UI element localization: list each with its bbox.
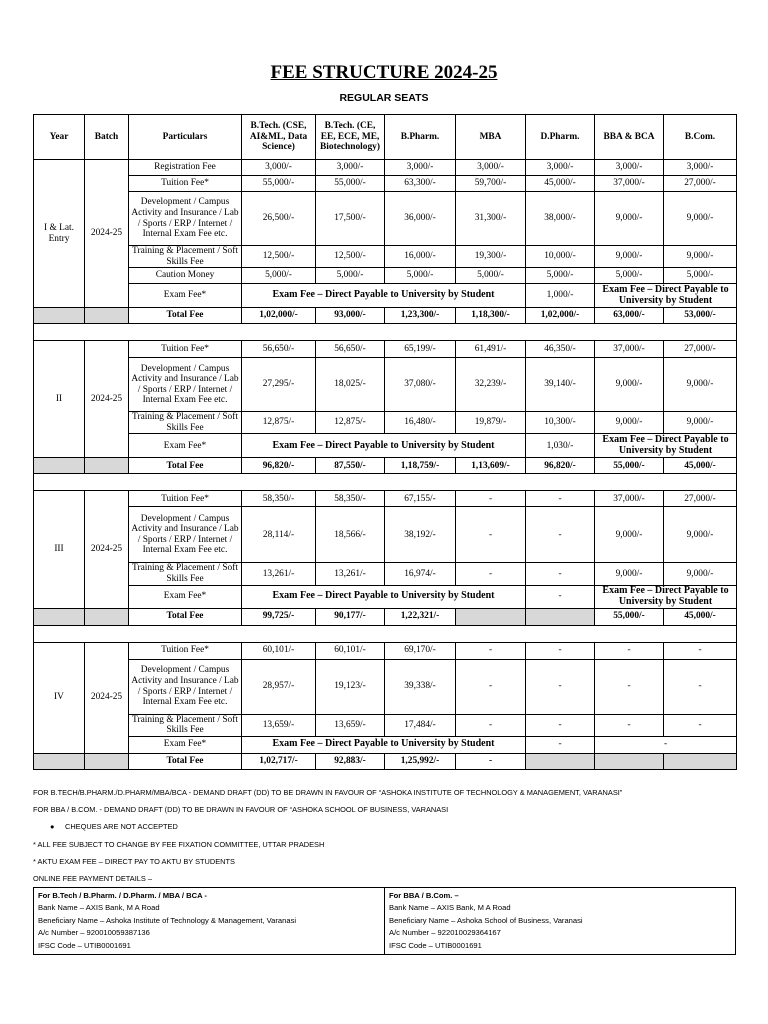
- fee-value-cell: 38,000/-: [526, 192, 595, 246]
- exam-fee-row: [34, 284, 737, 308]
- fee-value-cell: 5,000/-: [242, 268, 316, 284]
- bank-left-line: Beneficiary Name – Ashoka Institute of Technology & Management, Varanasi: [38, 915, 297, 925]
- table-row: [34, 563, 737, 585]
- exam-dpharm-cell: 1,030/-: [526, 434, 595, 458]
- bank-right-line: Beneficiary Name – Ashoka School of Business, Varanasi: [389, 915, 583, 925]
- section-spacer-row: [34, 474, 737, 491]
- bank-right-line: Bank Name – AXIS Bank, M A Road: [389, 903, 511, 913]
- particulars-cell: Tuition Fee*: [129, 341, 242, 358]
- total-fee-row: [34, 608, 737, 625]
- particulars-cell: Training & Placement / Soft Skills Fee: [129, 246, 242, 268]
- fee-value-cell: 38,192/-: [385, 507, 456, 563]
- fee-value-cell: 37,080/-: [385, 358, 456, 412]
- total-value-cell: 96,820/-: [242, 458, 316, 474]
- exam-fee-row: [34, 736, 737, 753]
- exam-bba-bcom-cell: Exam Fee – Direct Payable to University by Student: [595, 585, 737, 608]
- fee-value-cell: 9,000/-: [664, 563, 737, 585]
- fee-value-cell: 3,000/-: [456, 160, 526, 176]
- header-bcom: B.Com.: [664, 115, 737, 160]
- fee-value-cell: 45,000/-: [526, 176, 595, 192]
- fee-value-cell: -: [595, 642, 664, 659]
- fee-value-cell: 13,659/-: [242, 714, 316, 736]
- particulars-cell: Development / Campus Activity and Insurance / Lab / Sports / ERP / Internet / Internal Exam Fee etc.: [129, 192, 242, 246]
- fee-value-cell: 3,000/-: [385, 160, 456, 176]
- total-shade-cell: [85, 753, 129, 769]
- batch-cell: 2024-25: [85, 341, 129, 458]
- total-value-cell: 1,02,000/-: [242, 308, 316, 324]
- bank-details-table: [33, 887, 736, 955]
- fee-value-cell: 18,025/-: [316, 358, 385, 412]
- table-row: [34, 246, 737, 268]
- table-row: [34, 659, 737, 714]
- particulars-cell: Tuition Fee*: [129, 176, 242, 192]
- batch-cell: 2024-25: [85, 491, 129, 608]
- bank-left-line: Bank Name – AXIS Bank, M A Road: [38, 903, 160, 913]
- total-shade-cell: [85, 458, 129, 474]
- fee-value-cell: 9,000/-: [664, 507, 737, 563]
- fee-value-cell: 60,101/-: [242, 642, 316, 659]
- total-value-cell: [456, 608, 526, 625]
- bank-details-right: [385, 888, 736, 955]
- total-label-cell: Total Fee: [129, 308, 242, 324]
- fee-value-cell: 12,875/-: [242, 412, 316, 434]
- total-value-cell: 1,02,000/-: [526, 308, 595, 324]
- fee-value-cell: 31,300/-: [456, 192, 526, 246]
- note-cheques: [33, 818, 743, 835]
- total-fee-row: [34, 458, 737, 474]
- fee-value-cell: -: [456, 714, 526, 736]
- total-shade-cell: [85, 608, 129, 625]
- fee-value-cell: 37,000/-: [595, 491, 664, 507]
- fee-value-cell: 9,000/-: [664, 358, 737, 412]
- table-row: [34, 176, 737, 192]
- exam-fee-row: [34, 585, 737, 608]
- fee-value-cell: 61,491/-: [456, 341, 526, 358]
- notes-section: [33, 784, 743, 887]
- exam-dpharm-cell: -: [526, 736, 595, 753]
- particulars-cell: Exam Fee*: [129, 736, 242, 753]
- total-value-cell: 45,000/-: [664, 608, 737, 625]
- total-label-cell: Total Fee: [129, 608, 242, 625]
- total-value-cell: [526, 608, 595, 625]
- total-value-cell: 87,550/-: [316, 458, 385, 474]
- fee-value-cell: 10,300/-: [526, 412, 595, 434]
- total-value-cell: 93,000/-: [316, 308, 385, 324]
- table-row: [34, 268, 737, 284]
- section-spacer-row: [34, 324, 737, 341]
- exam-dpharm-cell: -: [526, 585, 595, 608]
- bank-details-left: [34, 888, 385, 955]
- fee-value-cell: 5,000/-: [456, 268, 526, 284]
- header-bba-bca: BBA & BCA: [595, 115, 664, 160]
- fee-value-cell: -: [456, 659, 526, 714]
- particulars-cell: Training & Placement / Soft Skills Fee: [129, 563, 242, 585]
- spacer-cell: [34, 474, 737, 491]
- note-online: ONLINE FEE PAYMENT DETAILS –: [33, 874, 152, 884]
- fee-value-cell: 17,500/-: [316, 192, 385, 246]
- fee-value-cell: -: [526, 642, 595, 659]
- fee-value-cell: 28,114/-: [242, 507, 316, 563]
- note-fee-subject: * ALL FEE SUBJECT TO CHANGE BY FEE FIXATION COMMITTEE, UTTAR PRADESH: [33, 839, 325, 849]
- total-shade-cell: [34, 753, 85, 769]
- fee-value-cell: 9,000/-: [664, 412, 737, 434]
- fee-value-cell: 13,659/-: [316, 714, 385, 736]
- particulars-cell: Exam Fee*: [129, 434, 242, 458]
- header-mba: MBA: [456, 115, 526, 160]
- total-fee-row: [34, 308, 737, 324]
- fee-value-cell: -: [456, 642, 526, 659]
- spacer-cell: [34, 625, 737, 642]
- total-value-cell: 1,25,992/-: [385, 753, 456, 769]
- fee-value-cell: 9,000/-: [595, 507, 664, 563]
- fee-value-cell: 56,650/-: [242, 341, 316, 358]
- total-value-cell: 55,000/-: [595, 458, 664, 474]
- fee-value-cell: 63,300/-: [385, 176, 456, 192]
- total-label-cell: Total Fee: [129, 458, 242, 474]
- note-cheques-text: CHEQUES ARE NOT ACCEPTED: [65, 822, 178, 832]
- table-header-row: [34, 115, 737, 160]
- table-row: [34, 412, 737, 434]
- fee-value-cell: 55,000/-: [242, 176, 316, 192]
- batch-cell: 2024-25: [85, 160, 129, 308]
- exam-bba-bcom-cell: Exam Fee – Direct Payable to University by Student: [595, 284, 737, 308]
- fee-value-cell: 5,000/-: [595, 268, 664, 284]
- fee-value-cell: 12,500/-: [242, 246, 316, 268]
- fee-value-cell: 69,170/-: [385, 642, 456, 659]
- fee-value-cell: -: [526, 659, 595, 714]
- page-title: FEE STRUCTURE 2024-25: [270, 62, 498, 83]
- total-value-cell: 92,883/-: [316, 753, 385, 769]
- fee-value-cell: 3,000/-: [316, 160, 385, 176]
- total-shade-cell: [34, 458, 85, 474]
- particulars-cell: Development / Campus Activity and Insurance / Lab / Sports / ERP / Internet / Internal Exam Fee etc.: [129, 659, 242, 714]
- bank-right-line: IFSC Code – UTIB0001691: [389, 940, 482, 950]
- fee-value-cell: 19,300/-: [456, 246, 526, 268]
- fee-value-cell: 3,000/-: [595, 160, 664, 176]
- fee-value-cell: 17,484/-: [385, 714, 456, 736]
- header-particulars: Particulars: [129, 115, 242, 160]
- total-shade-cell: [34, 308, 85, 324]
- fee-value-cell: 9,000/-: [595, 246, 664, 268]
- total-value-cell: 1,13,609/-: [456, 458, 526, 474]
- total-value-cell: 1,18,759/-: [385, 458, 456, 474]
- total-shade-cell: [85, 308, 129, 324]
- note-aktu: * AKTU EXAM FEE – DIRECT PAY TO AKTU BY STUDENTS: [33, 856, 235, 866]
- table-row: [34, 507, 737, 563]
- fee-value-cell: 27,000/-: [664, 491, 737, 507]
- fee-value-cell: 5,000/-: [526, 268, 595, 284]
- fee-value-cell: 39,338/-: [385, 659, 456, 714]
- total-shade-cell: [34, 608, 85, 625]
- particulars-cell: Caution Money: [129, 268, 242, 284]
- total-value-cell: 1,23,300/-: [385, 308, 456, 324]
- fee-value-cell: 26,500/-: [242, 192, 316, 246]
- exam-university-cell: Exam Fee – Direct Payable to University by Student: [242, 284, 526, 308]
- fee-value-cell: 37,000/-: [595, 176, 664, 192]
- fee-value-cell: -: [456, 491, 526, 507]
- fee-value-cell: 60,101/-: [316, 642, 385, 659]
- fee-value-cell: -: [595, 714, 664, 736]
- fee-value-cell: 3,000/-: [526, 160, 595, 176]
- exam-university-cell: Exam Fee – Direct Payable to University by Student: [242, 585, 526, 608]
- total-value-cell: 1,02,717/-: [242, 753, 316, 769]
- note-dd-bba: FOR BBA / B.COM. - DEMAND DRAFT (DD) TO BE DRAWN IN FAVOUR OF “ASHOKA SCHOOL OF BUSINESS, VARANASI: [33, 805, 449, 815]
- section-spacer-row: [34, 625, 737, 642]
- year-cell: III: [34, 491, 85, 608]
- total-value-cell: [595, 753, 664, 769]
- bank-left-heading: For B.Tech / B.Pharm. / D.Pharm. / MBA / BCA -: [38, 891, 207, 900]
- fee-value-cell: -: [664, 659, 737, 714]
- total-value-cell: 53,000/-: [664, 308, 737, 324]
- spacer-cell: [34, 324, 737, 341]
- batch-cell: 2024-25: [85, 642, 129, 753]
- fee-value-cell: 27,000/-: [664, 341, 737, 358]
- year-cell: I & Lat. Entry: [34, 160, 85, 308]
- exam-university-cell: Exam Fee – Direct Payable to University by Student: [242, 736, 526, 753]
- fee-table: [33, 114, 737, 770]
- fee-value-cell: 16,480/-: [385, 412, 456, 434]
- total-value-cell: -: [456, 753, 526, 769]
- total-value-cell: 1,18,300/-: [456, 308, 526, 324]
- total-value-cell: [526, 753, 595, 769]
- fee-value-cell: 56,650/-: [316, 341, 385, 358]
- table-row: [34, 160, 737, 176]
- fee-value-cell: 58,350/-: [242, 491, 316, 507]
- fee-value-cell: 10,000/-: [526, 246, 595, 268]
- year-cell: IV: [34, 642, 85, 753]
- fee-value-cell: 5,000/-: [316, 268, 385, 284]
- bank-right-line: A/c Number – 922010029364167: [389, 928, 501, 938]
- fee-value-cell: 27,295/-: [242, 358, 316, 412]
- fee-value-cell: -: [526, 491, 595, 507]
- particulars-cell: Tuition Fee*: [129, 642, 242, 659]
- fee-value-cell: 28,957/-: [242, 659, 316, 714]
- table-row: [34, 341, 737, 358]
- fee-value-cell: -: [526, 507, 595, 563]
- particulars-cell: Exam Fee*: [129, 284, 242, 308]
- fee-value-cell: 5,000/-: [664, 268, 737, 284]
- particulars-cell: Registration Fee: [129, 160, 242, 176]
- total-value-cell: 63,000/-: [595, 308, 664, 324]
- fee-value-cell: 19,123/-: [316, 659, 385, 714]
- fee-value-cell: 5,000/-: [385, 268, 456, 284]
- fee-value-cell: 16,974/-: [385, 563, 456, 585]
- fee-value-cell: 9,000/-: [595, 192, 664, 246]
- particulars-cell: Training & Placement / Soft Skills Fee: [129, 714, 242, 736]
- fee-value-cell: 59,700/-: [456, 176, 526, 192]
- header-btech-cse: B.Tech. (CSE, AI&ML, Data Science): [242, 115, 316, 160]
- fee-value-cell: -: [456, 507, 526, 563]
- header-btech-core: B.Tech. (CE, EE, ECE, ME, Biotechnology): [316, 115, 385, 160]
- fee-value-cell: 58,350/-: [316, 491, 385, 507]
- exam-fee-row: [34, 434, 737, 458]
- table-row: [34, 192, 737, 246]
- total-value-cell: 96,820/-: [526, 458, 595, 474]
- total-label-cell: Total Fee: [129, 753, 242, 769]
- fee-value-cell: 12,500/-: [316, 246, 385, 268]
- fee-value-cell: 67,155/-: [385, 491, 456, 507]
- fee-value-cell: 37,000/-: [595, 341, 664, 358]
- fee-value-cell: -: [456, 563, 526, 585]
- fee-value-cell: 9,000/-: [595, 412, 664, 434]
- fee-value-cell: 13,261/-: [316, 563, 385, 585]
- exam-dpharm-cell: 1,000/-: [526, 284, 595, 308]
- total-value-cell: 90,177/-: [316, 608, 385, 625]
- fee-value-cell: -: [595, 659, 664, 714]
- page-subtitle: REGULAR SEATS: [339, 92, 429, 104]
- bank-left-line: IFSC Code – UTIB0001691: [38, 940, 131, 950]
- exam-university-cell: Exam Fee – Direct Payable to University by Student: [242, 434, 526, 458]
- particulars-cell: Training & Placement / Soft Skills Fee: [129, 412, 242, 434]
- fee-value-cell: 13,261/-: [242, 563, 316, 585]
- fee-value-cell: 9,000/-: [664, 246, 737, 268]
- fee-value-cell: 65,199/-: [385, 341, 456, 358]
- total-value-cell: 99,725/-: [242, 608, 316, 625]
- fee-value-cell: 19,879/-: [456, 412, 526, 434]
- header-dpharm: D.Pharm.: [526, 115, 595, 160]
- fee-value-cell: 3,000/-: [664, 160, 737, 176]
- fee-value-cell: 18,566/-: [316, 507, 385, 563]
- header-batch: Batch: [85, 115, 129, 160]
- fee-value-cell: 27,000/-: [664, 176, 737, 192]
- total-fee-row: [34, 753, 737, 769]
- fee-value-cell: -: [664, 642, 737, 659]
- total-value-cell: [664, 753, 737, 769]
- particulars-cell: Tuition Fee*: [129, 491, 242, 507]
- fee-value-cell: -: [664, 714, 737, 736]
- fee-value-cell: 39,140/-: [526, 358, 595, 412]
- header-year: Year: [34, 115, 85, 160]
- fee-value-cell: 32,239/-: [456, 358, 526, 412]
- particulars-cell: Development / Campus Activity and Insurance / Lab / Sports / ERP / Internet / Internal Exam Fee etc.: [129, 507, 242, 563]
- bank-right-heading: For BBA / B.Com. –: [389, 891, 459, 900]
- exam-bba-bcom-cell: -: [595, 736, 737, 753]
- exam-bba-bcom-cell: Exam Fee – Direct Payable to University by Student: [595, 434, 737, 458]
- fee-value-cell: 9,000/-: [595, 563, 664, 585]
- bank-left-line: A/c Number – 920010059387136: [38, 928, 150, 938]
- table-row: [34, 642, 737, 659]
- fee-value-cell: 9,000/-: [595, 358, 664, 412]
- particulars-cell: Exam Fee*: [129, 585, 242, 608]
- fee-value-cell: 12,875/-: [316, 412, 385, 434]
- fee-value-cell: 9,000/-: [664, 192, 737, 246]
- fee-value-cell: 3,000/-: [242, 160, 316, 176]
- fee-value-cell: 36,000/-: [385, 192, 456, 246]
- fee-value-cell: 16,000/-: [385, 246, 456, 268]
- total-value-cell: 55,000/-: [595, 608, 664, 625]
- total-value-cell: 1,22,321/-: [385, 608, 456, 625]
- total-value-cell: 45,000/-: [664, 458, 737, 474]
- fee-value-cell: 46,350/-: [526, 341, 595, 358]
- year-cell: II: [34, 341, 85, 458]
- table-row: [34, 358, 737, 412]
- table-row: [34, 491, 737, 507]
- bullet-icon: ●: [50, 822, 55, 832]
- header-bpharm: B.Pharm.: [385, 115, 456, 160]
- fee-value-cell: -: [526, 714, 595, 736]
- table-row: [34, 714, 737, 736]
- particulars-cell: Development / Campus Activity and Insurance / Lab / Sports / ERP / Internet / Internal Exam Fee etc.: [129, 358, 242, 412]
- fee-value-cell: -: [526, 563, 595, 585]
- fee-value-cell: 55,000/-: [316, 176, 385, 192]
- note-dd-btech: FOR B.TECH/B.PHARM./D.PHARM/MBA/BCA - DEMAND DRAFT (DD) TO BE DRAWN IN FAVOUR OF “ASHOKA INSTITUTE OF TECHNOLOGY & MANAGEMENT, VARANASI”: [33, 788, 623, 797]
